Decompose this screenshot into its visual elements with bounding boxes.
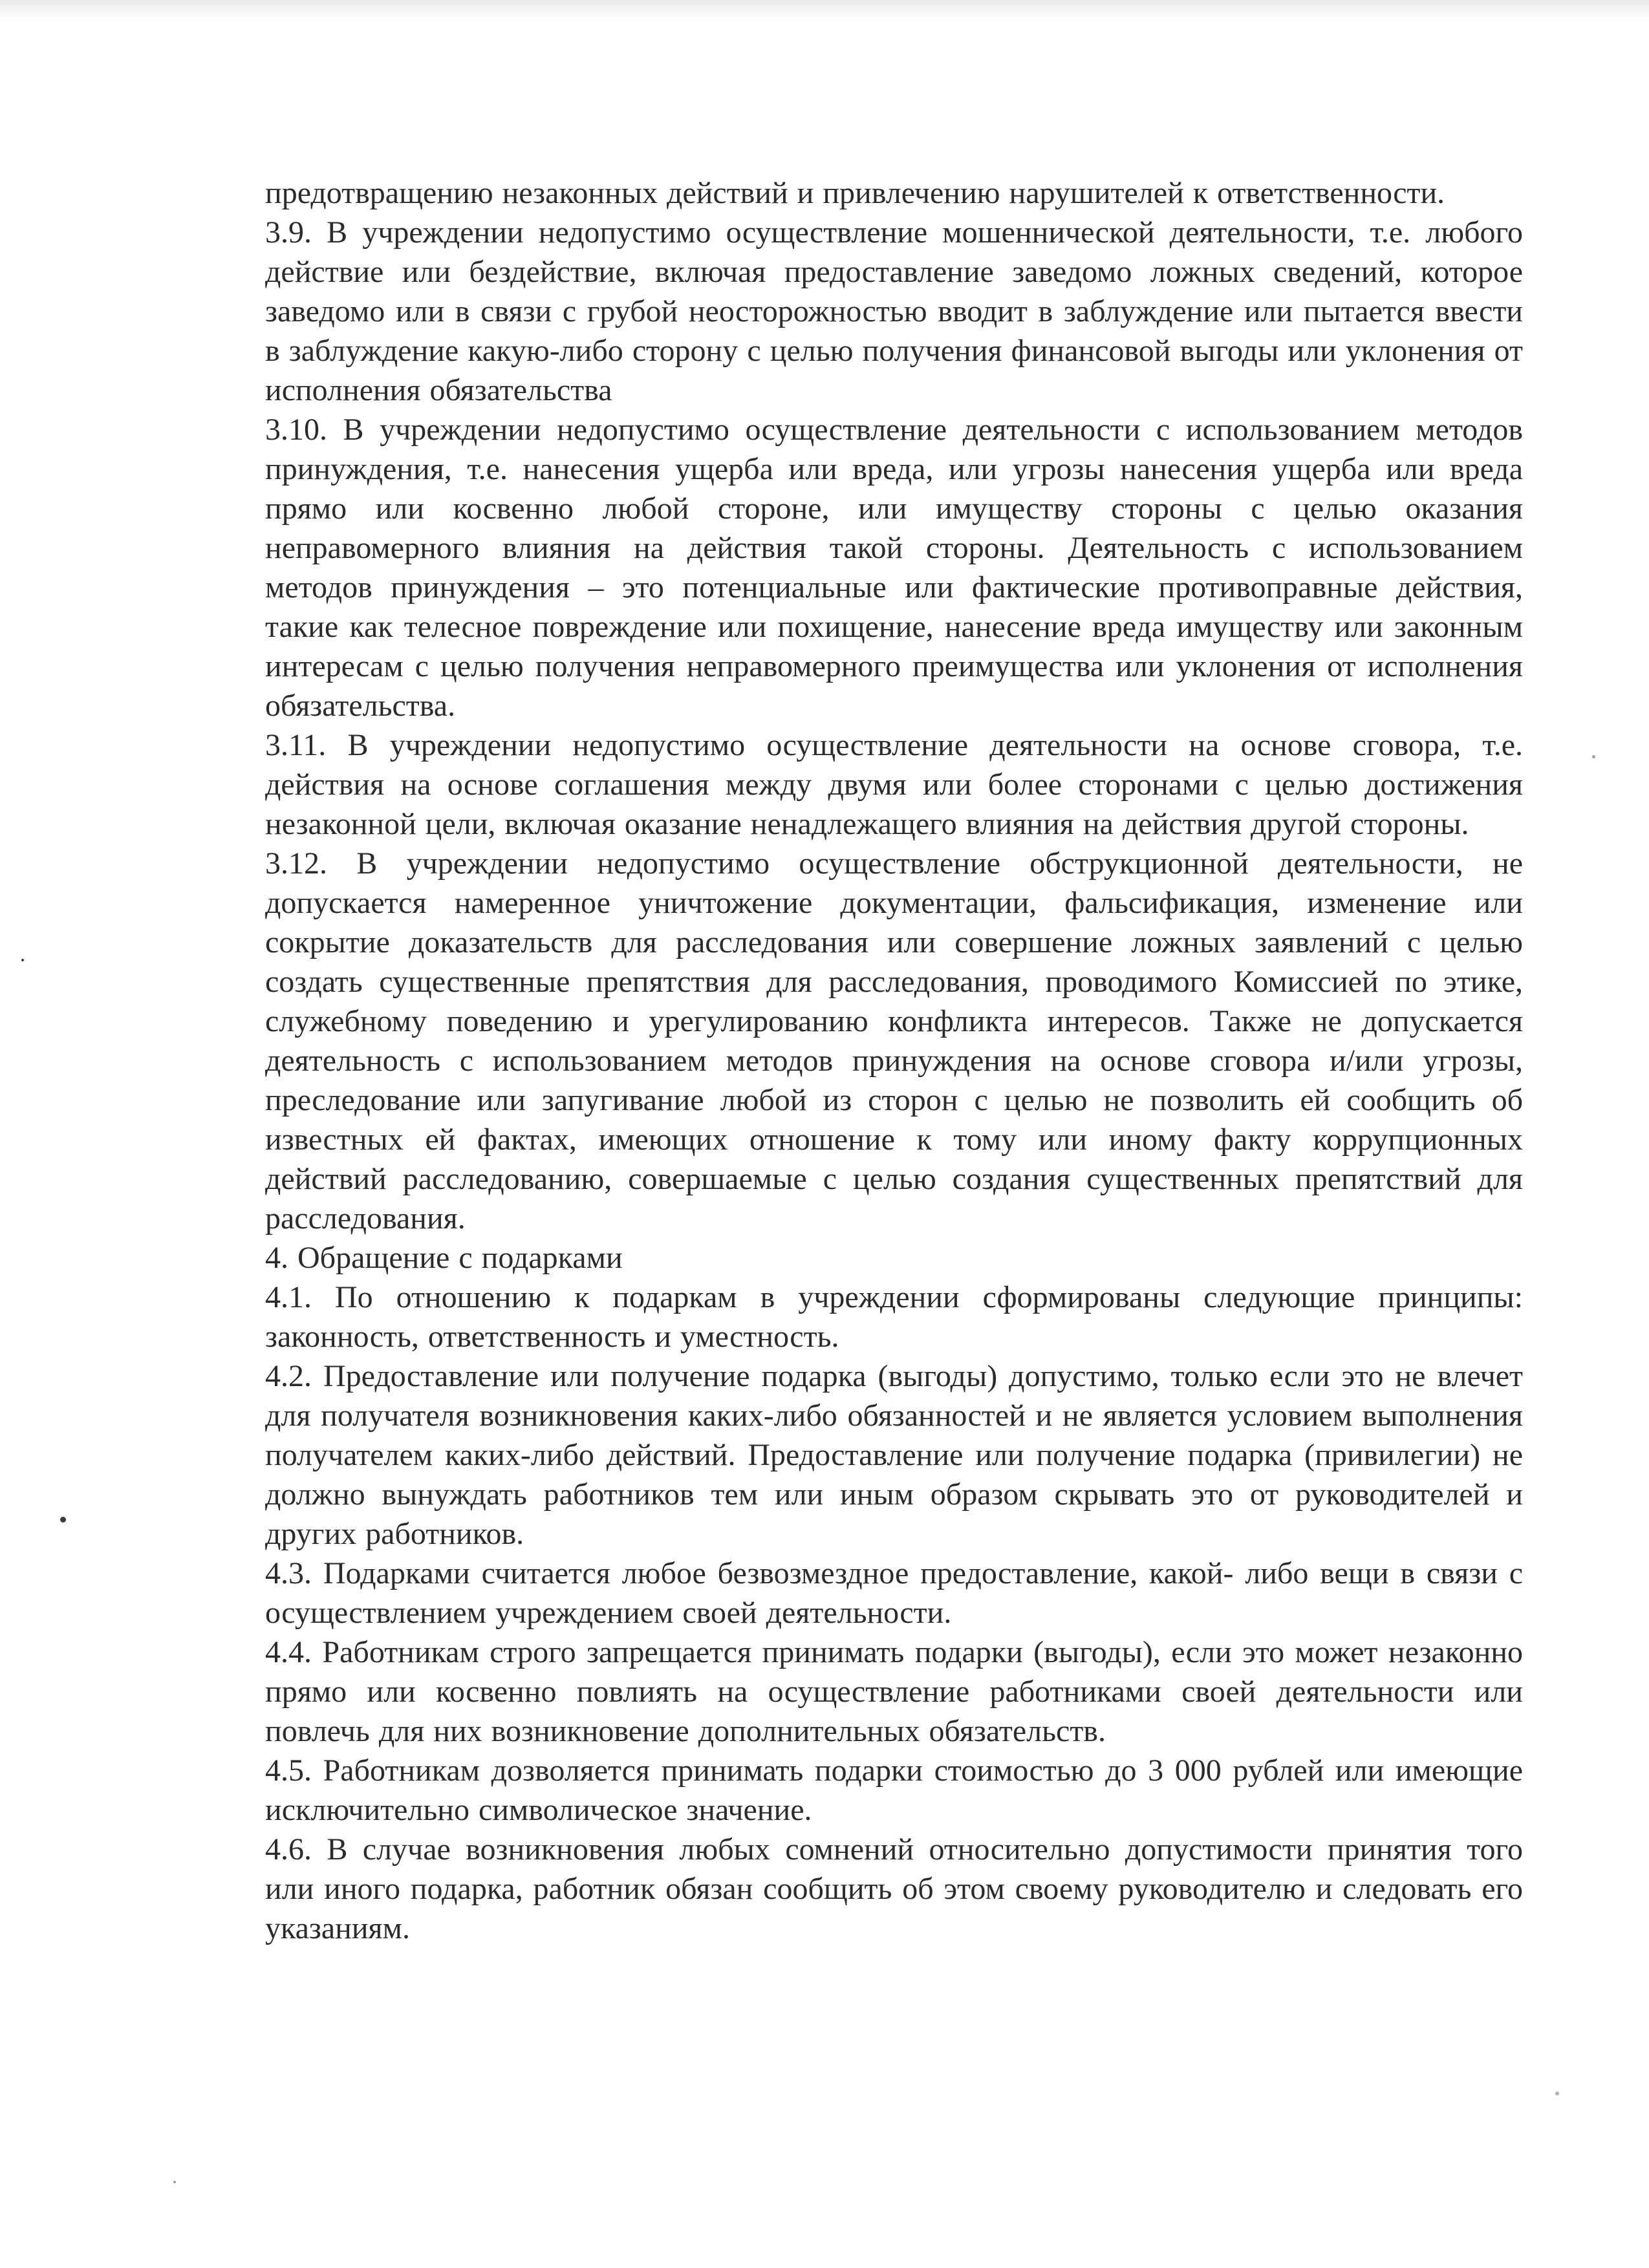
section-heading-4: 4. Обращение с подарками: [265, 1241, 623, 1275]
scan-speck: [1592, 755, 1595, 758]
paragraph-4-4: 4.4. Работникам строго запрещается принимать подарки (выгоды), если это может незаконно прямо или косвенно повлиять на осуществление работниками своей деятельности или повлечь для них возникновение дополнительных обязательств.: [265, 1635, 1523, 1748]
paragraph-4-5: 4.5. Работникам дозволяется принимать подарки стоимостью до 3 000 рублей или имеющие исключительно символическое значение.: [265, 1753, 1523, 1827]
scan-speck: [60, 1517, 66, 1523]
paragraph-3-9: 3.9. В учреждении недопустимо осуществление мошеннической деятельности, т.е. любого действие или бездействие, включая предоставление заведомо ложных сведений, которое заведомо или в связи с грубой неосторожностью вводит в заблуждение или пытается ввести в заблуждение какую-либо сторону с целью получения финансовой выгоды или уклонения от исполнения обязательства: [265, 215, 1523, 407]
scan-top-edge: [0, 0, 1649, 18]
paragraph-4-6: 4.6. В случае возникновения любых сомнений относительно допустимости принятия того или иного подарка, работник обязан сообщить об этом своему руководителю и следовать его указаниям.: [265, 1832, 1523, 1945]
document-body: [265, 173, 1523, 1948]
paragraph-3-12: 3.12. В учреждении недопустимо осуществление обструкционной деятельности, не допускается намеренное уничтожение документации, фальсификация, изменение или сокрытие доказательств для расследования или совершение ложных заявлений с целью создать существенные препятствия для расследования, проводимого Комиссией по этике, служебному поведению и урегулированию конфликта интересов. Также не допускается деятельность с использованием методов принуждения на основе сговора и/или угрозы, преследование или запугивание любой из сторон с целью не позволить ей сообщить об известных ей фактах, имеющих отношение к тому или иному факту коррупционных действий расследованию, совершаемые с целью создания существенных препятствий для расследования.: [265, 846, 1523, 1236]
scan-speck: [1555, 2091, 1559, 2095]
paragraph-4-3: 4.3. Подарками считается любое безвозмездное предоставление, какой- либо вещи в связи с осуществлением учреждением своей деятельности.: [265, 1556, 1523, 1630]
paragraph-4-2: 4.2. Предоставление или получение подарка (выгоды) допустимо, только если это не влечет для получателя возникновения каких-либо обязанностей и не является условием выполнения получателем каких-либо действий. Предоставление или получение подарка (привилегии) не должно вынуждать работников тем или иным образом скрывать это от руководителей и других работников.: [265, 1359, 1523, 1551]
paragraph-4-1: 4.1. По отношению к подаркам в учреждении сформированы следующие принципы: законность, ответственность и уместность.: [265, 1280, 1523, 1354]
scan-speck: [173, 2181, 176, 2183]
paragraph-continuation: предотвращению незаконных действий и привлечению нарушителей к ответственности.: [265, 176, 1445, 210]
paragraph-3-11: 3.11. В учреждении недопустимо осуществление деятельности на основе сговора, т.е. действия на основе соглашения между двумя или более сторонами с целью достижения незаконной цели, включая оказание ненадлежащего влияния на действия другой стороны.: [265, 728, 1523, 841]
paragraph-3-10: 3.10. В учреждении недопустимо осуществление деятельности с использованием методов принуждения, т.е. нанесения ущерба или вреда, или угрозы нанесения ущерба или вреда прямо или косвенно любой стороне, или имуществу стороны с целью оказания неправомерного влияния на действия такой стороны. Деятельность с использованием методов принуждения – это потенциальные или фактические противоправные действия, такие как телесное повреждение или похищение, нанесение вреда имуществу или законным интересам с целью получения неправомерного преимущества или уклонения от исполнения обязательства.: [265, 412, 1523, 723]
scan-speck: [21, 959, 24, 961]
